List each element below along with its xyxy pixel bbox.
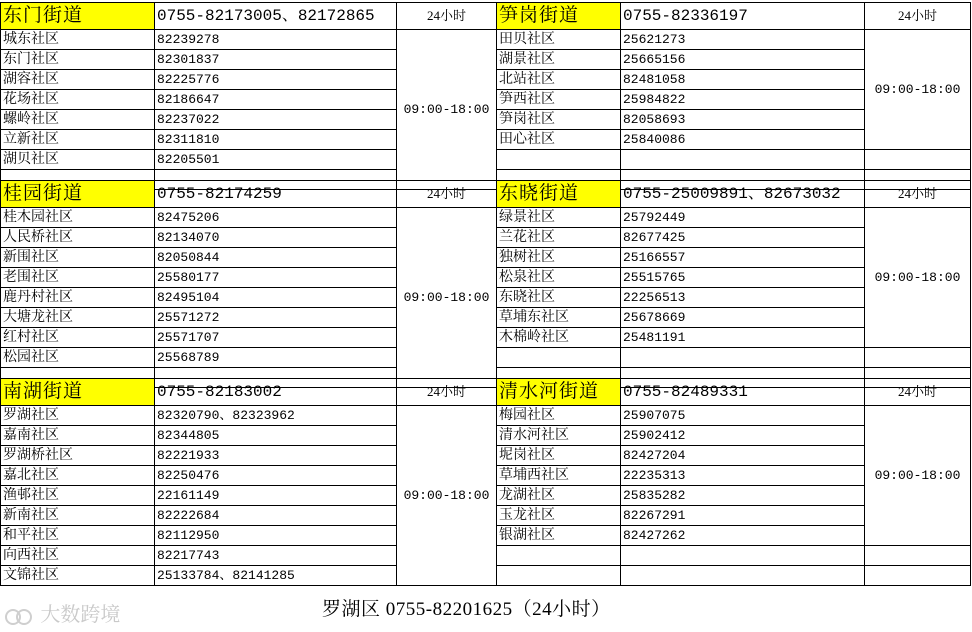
community-phone: 25835282 (621, 486, 865, 506)
watermark-text: 大数跨境 (40, 602, 121, 626)
community-name: 大塘龙社区 (1, 308, 155, 328)
office-hours: 09:00-18:00 (865, 406, 971, 546)
community-name: 湖景社区 (497, 50, 621, 70)
community-name: 清水河社区 (497, 426, 621, 446)
community-phone: 82427262 (621, 526, 865, 546)
community-phone: 82239278 (155, 30, 397, 50)
community-phone: 82186647 (155, 90, 397, 110)
community-phone: 82217743 (155, 546, 397, 566)
community-name: 松园社区 (1, 348, 155, 368)
community-phone: 82058693 (621, 110, 865, 130)
community-phone: 82311810 (155, 130, 397, 150)
community-phone: 22256513 (621, 288, 865, 308)
empty-cell (865, 150, 971, 170)
community-name: 花场社区 (1, 90, 155, 110)
street-name: 清水河街道 (497, 379, 621, 406)
street-hours-24h: 24小时 (397, 379, 497, 406)
community-name: 新围社区 (1, 248, 155, 268)
community-name: 城东社区 (1, 30, 155, 50)
community-phone: 82112950 (155, 526, 397, 546)
footer (0, 576, 972, 632)
community-name: 木棉岭社区 (497, 328, 621, 348)
community-name: 向西社区 (1, 546, 155, 566)
community-name: 红村社区 (1, 328, 155, 348)
office-hours: 09:00-18:00 (865, 208, 971, 348)
community-name: 老围社区 (1, 268, 155, 288)
community-name (497, 150, 621, 170)
empty-cell (865, 348, 971, 368)
community-name: 湖容社区 (1, 70, 155, 90)
street-name: 东门街道 (1, 3, 155, 30)
community-name: 玉龙社区 (497, 506, 621, 526)
community-name (497, 546, 621, 566)
community-phone: 82267291 (621, 506, 865, 526)
street-block-qingshuihe (496, 378, 971, 586)
watermark (4, 598, 120, 627)
community-name: 笋西社区 (497, 90, 621, 110)
community-name: 渔邨社区 (1, 486, 155, 506)
street-name: 南湖街道 (1, 379, 155, 406)
community-name: 新南社区 (1, 506, 155, 526)
office-hours: 09:00-18:00 (397, 30, 497, 190)
community-phone: 25481191 (621, 328, 865, 348)
office-hours: 09:00-18:00 (397, 406, 497, 586)
community-phone: 25792449 (621, 208, 865, 228)
community-name: 螺岭社区 (1, 110, 155, 130)
street-phone: 0755-82173005、82172865 (155, 3, 397, 30)
community-name: 立新社区 (1, 130, 155, 150)
street-name: 笋岗街道 (497, 3, 621, 30)
empty-cell (865, 546, 971, 566)
community-phone: 82221933 (155, 446, 397, 466)
street-hours-24h: 24小时 (865, 3, 971, 30)
street-block-sungang (496, 2, 971, 190)
community-name: 龙湖社区 (497, 486, 621, 506)
community-phone (621, 150, 865, 170)
community-phone: 82050844 (155, 248, 397, 268)
community-phone: 25580177 (155, 268, 397, 288)
community-name: 鹿丹村社区 (1, 288, 155, 308)
community-phone: 22161149 (155, 486, 397, 506)
community-phone: 25665156 (621, 50, 865, 70)
community-name: 桂木园社区 (1, 208, 155, 228)
street-block-dongxiao (496, 180, 971, 388)
street-hours-24h: 24小时 (865, 181, 971, 208)
community-phone: 82237022 (155, 110, 397, 130)
district-hotline: 罗湖区 0755-82201625（24小时） (322, 599, 611, 620)
community-name: 罗湖桥社区 (1, 446, 155, 466)
community-phone: 25621273 (621, 30, 865, 50)
community-name: 北站社区 (497, 70, 621, 90)
street-phone: 0755-82489331 (621, 379, 865, 406)
community-phone: 82481058 (621, 70, 865, 90)
community-phone: 25133784、82141285 (155, 566, 397, 586)
watermark-logo-icon (4, 605, 34, 627)
community-name: 湖贝社区 (1, 150, 155, 170)
community-phone: 82320790、82323962 (155, 406, 397, 426)
street-phone: 0755-82183002 (155, 379, 397, 406)
community-phone: 82427204 (621, 446, 865, 466)
community-phone: 82225776 (155, 70, 397, 90)
community-name: 罗湖社区 (1, 406, 155, 426)
community-name: 嘉北社区 (1, 466, 155, 486)
community-phone (621, 546, 865, 566)
community-phone: 82250476 (155, 466, 397, 486)
street-block-dongmen (0, 2, 497, 190)
community-name: 东门社区 (1, 50, 155, 70)
street-phone: 0755-25009891、82673032 (621, 181, 865, 208)
community-name: 和平社区 (1, 526, 155, 546)
community-name: 梅园社区 (497, 406, 621, 426)
community-name: 坭岗社区 (497, 446, 621, 466)
street-hours-24h: 24小时 (397, 181, 497, 208)
community-name: 银湖社区 (497, 526, 621, 546)
community-phone: 25984822 (621, 90, 865, 110)
office-hours: 09:00-18:00 (397, 208, 497, 388)
community-name: 嘉南社区 (1, 426, 155, 446)
community-phone (621, 348, 865, 368)
community-name: 草埔东社区 (497, 308, 621, 328)
community-phone: 82475206 (155, 208, 397, 228)
community-phone: 25907075 (621, 406, 865, 426)
community-name: 东晓社区 (497, 288, 621, 308)
community-phone: 82495104 (155, 288, 397, 308)
community-phone: 82301837 (155, 50, 397, 70)
community-name: 草埔西社区 (497, 466, 621, 486)
community-phone: 82344805 (155, 426, 397, 446)
community-name: 松泉社区 (497, 268, 621, 288)
community-phone: 82205501 (155, 150, 397, 170)
community-name: 绿景社区 (497, 208, 621, 228)
community-name: 独树社区 (497, 248, 621, 268)
community-phone: 25840086 (621, 130, 865, 150)
community-name (497, 348, 621, 368)
community-phone: 22235313 (621, 466, 865, 486)
community-phone: 82222684 (155, 506, 397, 526)
community-phone: 25678669 (621, 308, 865, 328)
street-hours-24h: 24小时 (865, 379, 971, 406)
community-name: 兰花社区 (497, 228, 621, 248)
street-name: 桂园街道 (1, 181, 155, 208)
street-phone: 0755-82174259 (155, 181, 397, 208)
community-phone: 82677425 (621, 228, 865, 248)
street-hours-24h: 24小时 (397, 3, 497, 30)
community-phone: 25902412 (621, 426, 865, 446)
community-phone: 25166557 (621, 248, 865, 268)
street-name: 东晓街道 (497, 181, 621, 208)
street-block-nanhu (0, 378, 497, 586)
office-hours: 09:00-18:00 (865, 30, 971, 150)
community-name: 人民桥社区 (1, 228, 155, 248)
community-phone: 25515765 (621, 268, 865, 288)
community-name: 田贝社区 (497, 30, 621, 50)
community-name: 笋岗社区 (497, 110, 621, 130)
community-name: 文锦社区 (1, 566, 155, 586)
community-name: 田心社区 (497, 130, 621, 150)
community-phone: 25568789 (155, 348, 397, 368)
community-phone: 25571272 (155, 308, 397, 328)
community-phone: 25571707 (155, 328, 397, 348)
street-block-guiyuan (0, 180, 497, 388)
street-phone: 0755-82336197 (621, 3, 865, 30)
community-phone: 82134070 (155, 228, 397, 248)
